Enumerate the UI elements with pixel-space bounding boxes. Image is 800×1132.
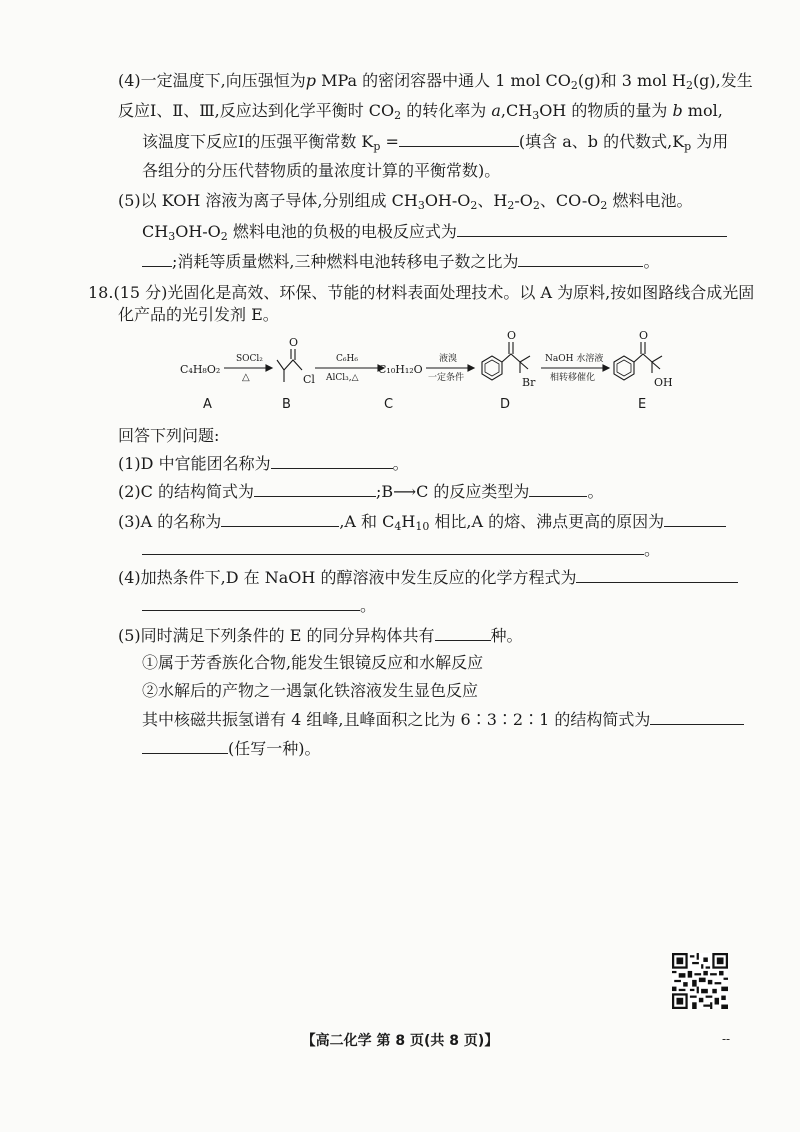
answer-prompt: 回答下列问题: [118,426,220,445]
text: 燃料电池。 [607,191,693,210]
corner-mark: -- [722,1032,731,1046]
text: ,CH [500,101,533,120]
subscript: 10 [415,520,430,533]
isomer-count-blank[interactable] [435,624,491,641]
label-b: B [282,397,291,412]
d-benzene-inner [485,360,499,376]
nmr-structure-blank[interactable] [650,708,744,725]
text: (4)加热条件下,D 在 NaOH 的醇溶液中发生反应的化学方程式为 [118,568,577,587]
var-a: a [491,101,501,120]
text: (5)同时满足下列条件的 E 的同分异构体共有 [118,626,435,645]
subscript: 3 [532,109,540,122]
subscript: 3 [417,199,425,212]
q18-5 [118,624,523,647]
subscript: 2 [685,79,693,92]
text: (2)C 的结构简式为 [118,482,254,501]
d-chain [502,354,520,362]
d-oxygen: O [507,329,517,342]
electron-ratio-blank[interactable] [518,250,643,267]
subscript: 2 [220,230,228,243]
nmr-line [142,708,744,731]
subscript: 3 [168,230,176,243]
arrow-3-head [468,365,474,371]
text: 、H [477,191,508,210]
arrow-3-bottom: 一定条件 [428,373,465,383]
b-chlorine: Cl [303,373,315,386]
arrow-4-top: NaOH 水溶液 [545,354,604,364]
reason-blank[interactable] [664,510,726,527]
text: (任写一种)。 [228,739,321,758]
text: OH-O [175,222,221,241]
d-bromine: Br [522,376,536,389]
e-hydroxyl: OH [654,376,673,389]
text: 种。 [490,626,523,645]
text: (1)D 中官能团名称为 [118,454,271,473]
kp-answer-blank[interactable] [399,130,519,147]
text: 。 [392,454,409,473]
text: C 的反应类型为 [416,482,530,501]
text: (4)一定温度下,向压强恒为 [118,71,306,90]
text: 为用 [691,132,729,151]
q18-intro-line1: 18.(15 分)光固化是高效、环保、节能的材料表面处理技术。以 A 为原料,按如图路线合成光固 [88,283,755,302]
label-d: D [500,397,511,412]
label-c: C [384,397,394,412]
subscript: p [684,140,692,153]
q18-1 [118,452,409,475]
text: (g)和 3 mol H [577,71,686,90]
d-methyl-2 [520,362,528,369]
c-formula: C₁₀H₁₂O [378,363,423,376]
label-e: E [638,397,647,412]
e-methyl-2 [652,362,660,369]
e-benzene-inner [617,360,631,376]
reaction-arrow-icon: ⟶ [393,482,417,501]
nmr-line-cont [142,737,321,760]
page-footer: 【高二化学 第 8 页(共 8 页)】 [301,1033,499,1049]
var-p: p [305,71,317,90]
text: 。 [643,252,660,271]
q17-4-line2 [118,100,723,122]
b-skeleton [277,360,302,370]
reaction-scheme [176,325,696,415]
subscript: 2 [600,199,608,212]
text: mol, [682,101,723,120]
a-name-blank[interactable] [221,510,339,527]
a-formula: C₄H₈O₂ [180,363,221,376]
text: = [380,132,399,151]
e-methyl-1 [652,356,662,362]
subscript: 4 [394,520,402,533]
electrode-answer-blank[interactable] [457,220,727,237]
label-a: A [203,397,212,412]
text: 。 [644,540,661,559]
q18-3-cont [142,538,660,561]
subscript: 2 [470,199,478,212]
var-b: b [672,101,683,120]
b-oxygen: O [289,336,299,349]
condition-2: ②水解后的产物之一遇氯化铁溶液发生显色反应 [142,681,479,700]
text: MPa 的密闭容器中通人 1 mol CO [316,71,571,90]
text: OH-O [424,191,471,210]
arrow-4-head [603,365,609,371]
q18-3 [118,510,726,533]
text: (g),发生 [692,71,753,90]
text: ;B [376,482,394,501]
arrow-1-top: SOCl₂ [236,354,263,364]
arrow-4-bottom: 相转移催化 [550,373,596,383]
text: 相比,A 的熔、沸点更高的原因为 [429,512,665,531]
text: 其中核磁共振氢谱有 4 组峰,且峰面积之比为 6∶3∶2∶1 的结构简式为 [142,710,651,729]
q18-4 [118,566,738,589]
q17-5-line1 [118,190,692,212]
text: (填含 a、b 的代数式,K [518,132,685,151]
q17-4-line3 [142,130,728,153]
text: OH 的物质的量为 [539,101,673,120]
equation-blank-cont[interactable] [142,594,360,611]
nmr-structure-blank-cont[interactable] [142,737,228,754]
subscript: 2 [570,79,578,92]
text: 。 [360,596,377,615]
text: ,A 和 C [339,512,395,531]
arrow-2-bottom: AlCl₃,△ [326,373,359,383]
arrow-3-top: 液溴 [439,354,458,364]
text: 反应Ⅰ、Ⅱ、Ⅲ,反应达到化学平衡时 CO [118,101,395,120]
reaction-type-blank[interactable] [529,480,587,497]
subscript: 2 [507,199,515,212]
reason-blank-cont[interactable] [142,538,644,555]
text: H [401,512,416,531]
c-structure-blank[interactable] [254,480,376,497]
q18-intro-line2: 化产品的光引发剂 E。 [118,305,279,324]
e-oxygen: O [639,329,649,342]
arrow-1-head [266,365,272,371]
d-methyl-1 [520,356,530,362]
text: 。 [587,482,604,501]
text: (5)以 KOH 溶液为离子导体,分别组成 CH [118,191,418,210]
text: 该温度下反应Ⅰ的压强平衡常数 K [142,132,374,151]
equation-blank[interactable] [576,566,738,583]
text: (3)A 的名称为 [118,512,222,531]
q18-2 [118,480,603,503]
e-chain [634,354,652,362]
text: ;消耗等质量燃料,三种燃料电池转移电子数之比为 [172,252,519,271]
subscript: 2 [532,199,540,212]
subscript: 2 [394,109,402,122]
electrode-answer-blank-cont[interactable] [142,250,172,267]
text: CH [142,222,169,241]
text: 的转化率为 [401,101,492,120]
condition-1: ①属于芳香族化合物,能发生银镜反应和水解反应 [142,653,484,672]
q17-5-line2 [142,220,727,243]
qr-code-icon [672,953,728,1009]
text: 、CO-O [539,191,601,210]
arrow-1-bottom: △ [242,372,250,383]
functional-group-blank[interactable] [271,452,393,469]
q17-5-line3 [142,250,660,273]
text: 燃料电池的负极的电极反应式为 [227,222,457,241]
q17-4-line4: 各组分的分压代替物质的量浓度计算的平衡常数)。 [142,161,501,180]
text: -O [514,191,533,210]
arrow-2-top: C₆H₆ [336,354,358,364]
q18-4-cont [142,594,376,617]
q17-4-line1 [118,70,753,92]
subscript: p [373,140,381,153]
